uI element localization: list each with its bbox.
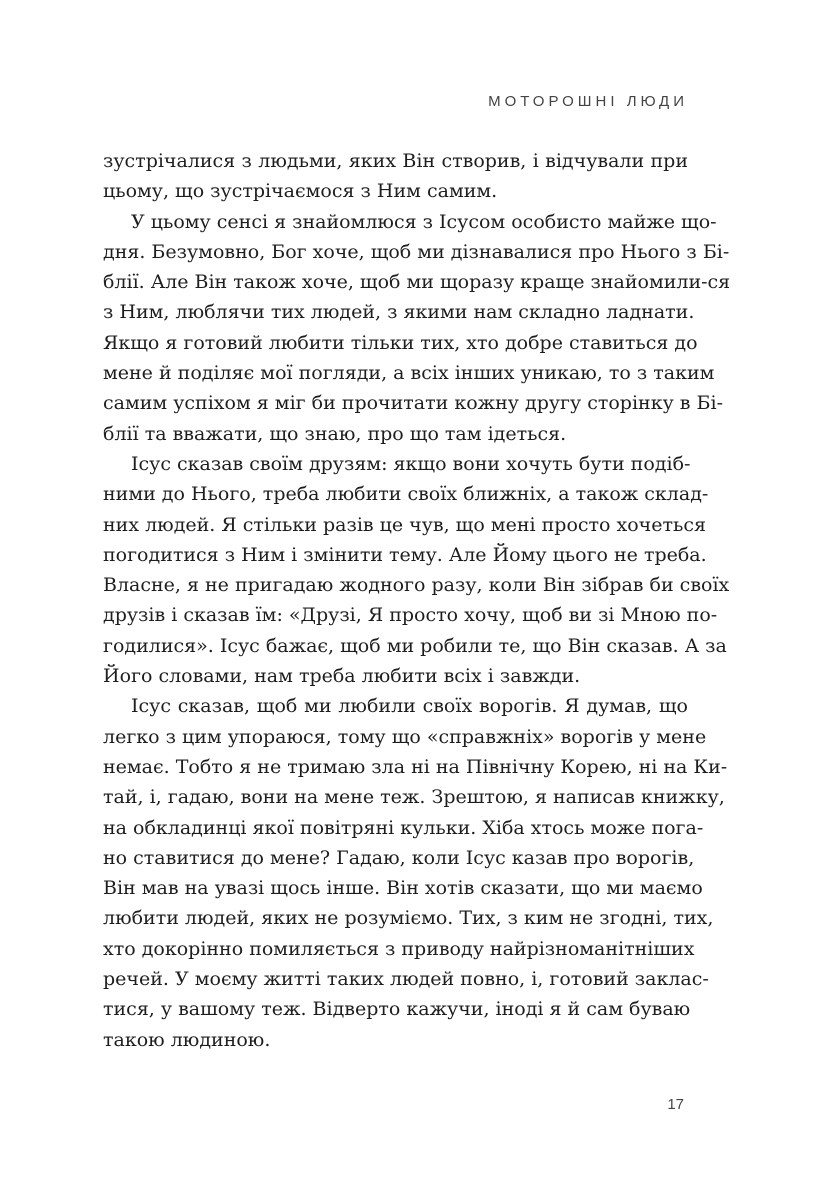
- page-number: 17: [667, 1096, 684, 1113]
- text-line: самим успіхом я міг би прочитати кожну другу сторінку в Бі-: [103, 392, 723, 415]
- text-line: друзів і сказав їм: «Друзі, Я просто хочу, щоб ви зі Мною по-: [103, 604, 718, 627]
- text-line: Власне, я не пригадаю жодного разу, коли Він зібрав би своїх: [103, 574, 730, 597]
- text-line: блії та вважати, що знаю, про що там ідеться.: [103, 422, 567, 445]
- text-line: такою людиною.: [103, 1028, 271, 1051]
- text-line: з Ним, люблячи тих людей, з якими нам складно ладнати.: [103, 301, 695, 324]
- text-line: Його словами, нам треба любити всіх і завжди.: [103, 665, 581, 688]
- text-line: блії. Але Він також хоче, щоб ми щоразу краще знайомили-ся: [103, 271, 731, 294]
- text-line: Ісус сказав своїм друзям: якщо вони хочуть бути подіб-: [131, 452, 691, 475]
- text-line: ними до Нього, треба любити своїх ближніх, а також склад-: [103, 483, 709, 506]
- text-line: любити людей, яких не розуміємо. Тих, з ким не згодні, тих,: [103, 907, 714, 930]
- text-line: речей. У моєму житті таких людей повно, і, готовий заклас-: [103, 968, 709, 991]
- text-line: легко з цим упораюся, тому що «справжніх» ворогів у мене: [103, 725, 707, 748]
- text-line: мене й поділяє мої погляди, а всіх інших уникаю, то з таким: [103, 362, 715, 385]
- text-line: на обкладинці якої повітряні кульки. Хіба хтось може пога-: [103, 816, 704, 839]
- text-line: дня. Безумовно, Бог хоче, щоб ми дізнавалися про Нього з Бі-: [103, 240, 730, 263]
- text-line: хто докорінно помиляється з приводу найрізноманітніших: [103, 937, 695, 960]
- text-line: тися, у вашому теж. Відверто кажучи, іноді я й сам буваю: [103, 998, 691, 1021]
- body-text: [103, 146, 731, 1055]
- text-line: цьому, що зустрічаємося з Ним самим.: [103, 180, 498, 203]
- text-line: погодитися з Ним і змінити тему. Але Йому цього не треба.: [103, 543, 707, 566]
- text-line: Якщо я готовий любити тільки тих, хто добре ставиться до: [103, 331, 698, 354]
- text-line: зустрічалися з людьми, яких Він створив, і відчували при: [103, 150, 688, 172]
- text-line: Ісус сказав, щоб ми любили своїх ворогів. Я думав, що: [131, 695, 688, 718]
- text-line: годилися». Ісус бажає, щоб ми робили те, що Він сказав. А за: [103, 634, 727, 657]
- text-line: тай, і, гадаю, вони на мене теж. Зрештою, я написав книжку,: [103, 786, 725, 809]
- running-head: МОТОРОШНІ ЛЮДИ: [488, 93, 688, 110]
- text-line: немає. Тобто я не тримаю зла ні на Північну Корею, ні на Ки-: [103, 755, 728, 778]
- text-line: Він мав на увазі щось інше. Він хотів сказати, що ми маємо: [103, 877, 703, 900]
- text-line: них людей. Я стільки разів це чув, що мені просто хочеться: [103, 513, 706, 536]
- text-line: У цьому сенсі я знайомлюся з Ісусом особисто майже що-: [131, 210, 717, 233]
- text-line: но ставитися до мене? Гадаю, коли Ісус казав про ворогів,: [103, 846, 695, 869]
